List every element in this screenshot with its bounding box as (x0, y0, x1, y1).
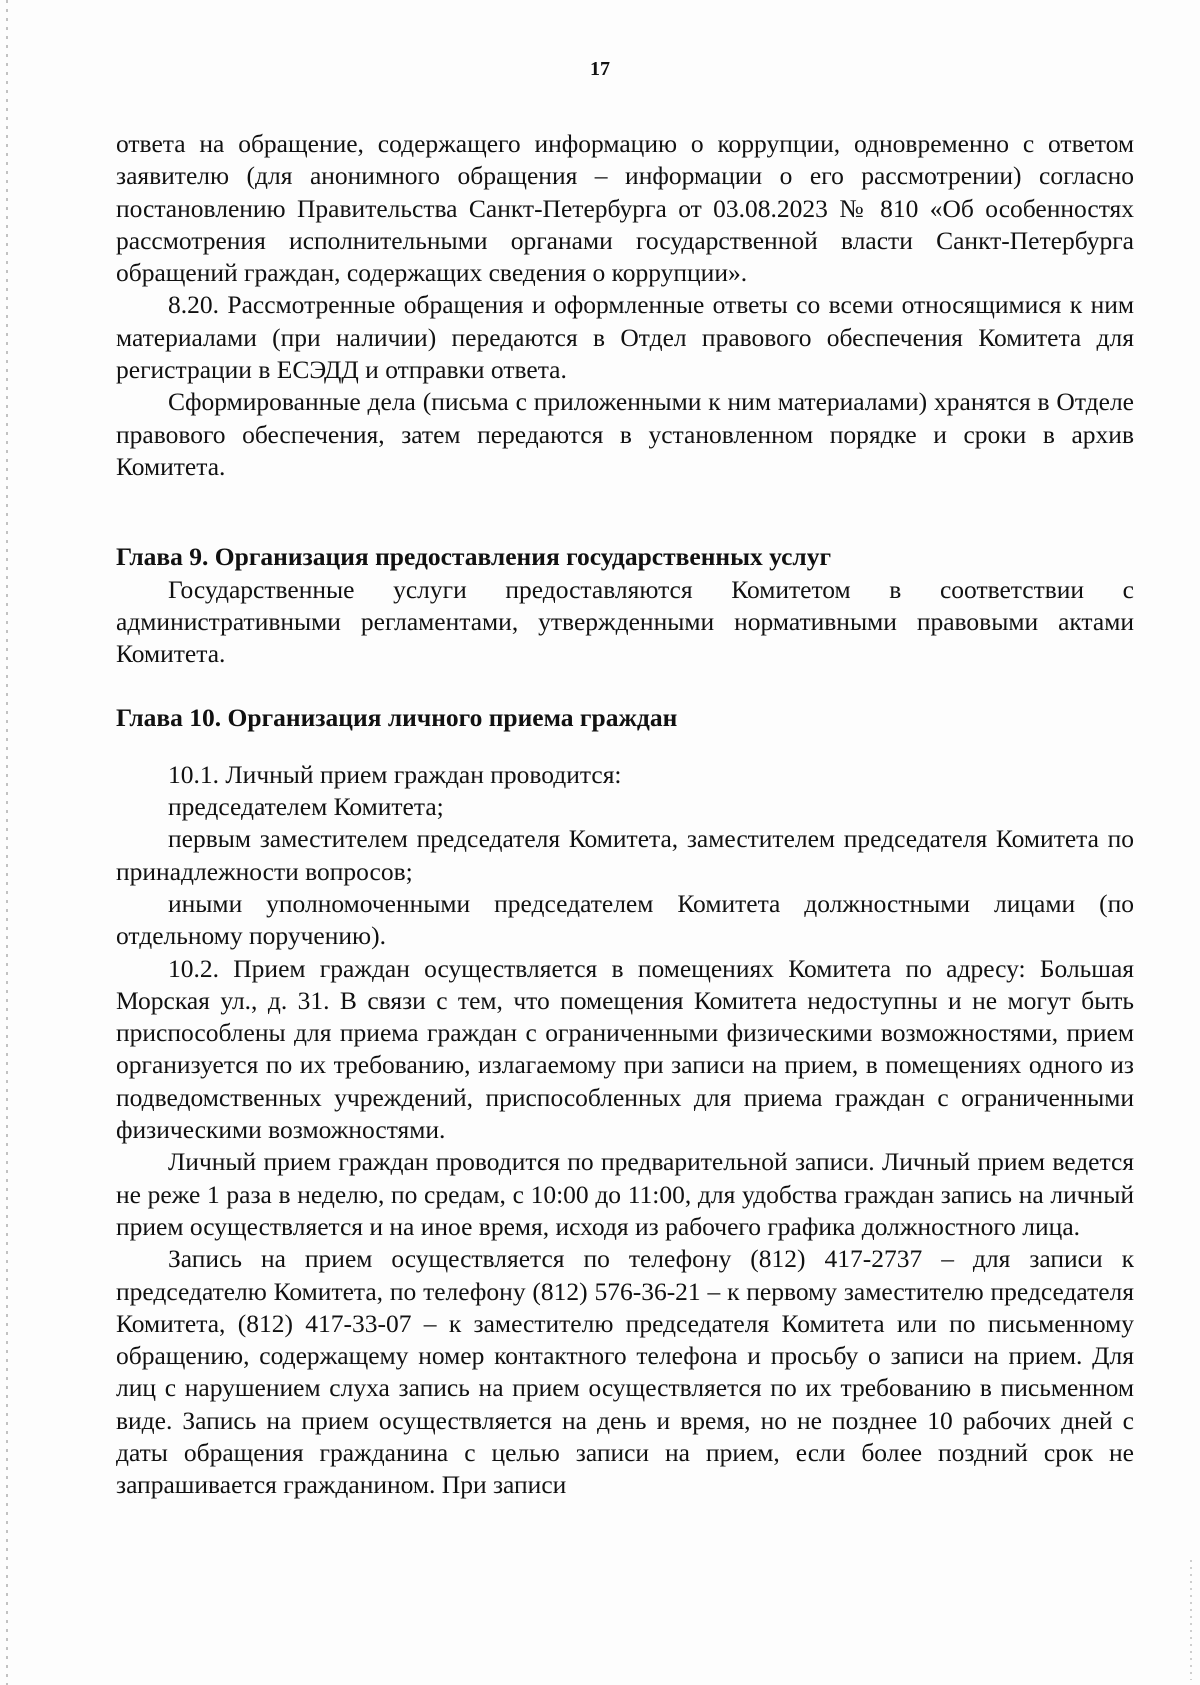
list-item-deputies: первым заместителем председателя Комитета, заместителем председателя Комитета по принадлежности вопросов; (116, 824, 1134, 886)
paragraph-continuation: ответа на обращение, содержащего информацию о коррупции, одновременно с ответом заявителю (для анонимного обращения – информации о его рассмотрении) согласно постановлению Правительства Санкт-Петербурга от 03.08.2023 № 810 «Об особенностях рассмотрения исполнительными органами государственной власти Санкт-Петербурга обращений граждан, содержащих сведения о коррупции». (116, 129, 1134, 288)
scan-edge-right (1190, 1560, 1192, 1680)
list-item-chairman: председателем Комитета; (168, 792, 444, 822)
scan-edge-left (6, 0, 8, 1685)
paragraph-archive: Сформированные дела (письма с приложенными к ним материалами) хранятся в Отделе правового обеспечения, затем передаются в установленном порядке и сроки в архив Комитета. (116, 387, 1134, 481)
document-body (116, 128, 1134, 1502)
paragraph-8-20: 8.20. Рассмотренные обращения и оформленные ответы со всеми относящимися к ним материалами (при наличии) передаются в Отдел правового обеспечения Комитета для регистрации в ЕСЭДД и отправки ответа. (116, 290, 1134, 385)
paragraph-10-1: 10.1. Личный прием граждан проводится: (168, 759, 622, 789)
page-number: 17 (590, 58, 610, 80)
paragraph-10-2: 10.2. Прием граждан осуществляется в помещениях Комитета по адресу: Большая Морская ул., д. 31. В связи с тем, что помещения Комитета недоступны и не могут быть приспособлены для приема граждан с ограниченными физическими возможностями, прием организуется по их требованию, излагаемому при записи на прием, в помещениях одного из подведомственных учреждений, приспособленных для приема граждан с ограниченными физическими возможностями. (116, 953, 1134, 1145)
paragraph-registration-phones: Запись на прием осуществляется по телефону (812) 417-2737 – для записи к председателю Комитета, по телефону (812) 576-36-21 – к первому заместителю председателя Комитета, (812) 417-33-07 – к заместителю председателя Комитета или по письменному обращению, содержащему номер контактного телефона и просьбу о записи на прием. Для лиц с нарушением слуха запись на прием осуществляется по их требованию в письменном виде. Запись на прием осуществляется на день и время, но не позднее 10 рабочих дней с даты обращения гражданина с целью записи на прием, если более поздний срок не запрашивается гражданином. При записи (116, 1244, 1134, 1500)
chapter-9-heading: Глава 9. Организация предоставления государственных услуг (116, 542, 832, 572)
paragraph-appointment: Личный прием граждан проводится по предварительной записи. Личный прием ведется не реже 1 раза в неделю, по средам, с 10:00 до 11:00, для удобства граждан запись на личный прием осуществляется и на иное время, исходя из рабочего графика должностного лица. (116, 1147, 1134, 1241)
paragraph-state-services: Государственные услуги предоставляются Комитетом в соответствии с административными регламентами, утвержденными нормативными правовыми актами Комитета. (116, 574, 1134, 669)
list-item-authorized-officials: иными уполномоченными председателем Комитета должностными лицами (по отдельному поручению). (116, 888, 1134, 951)
chapter-10-heading: Глава 10. Организация личного приема граждан (116, 703, 678, 733)
